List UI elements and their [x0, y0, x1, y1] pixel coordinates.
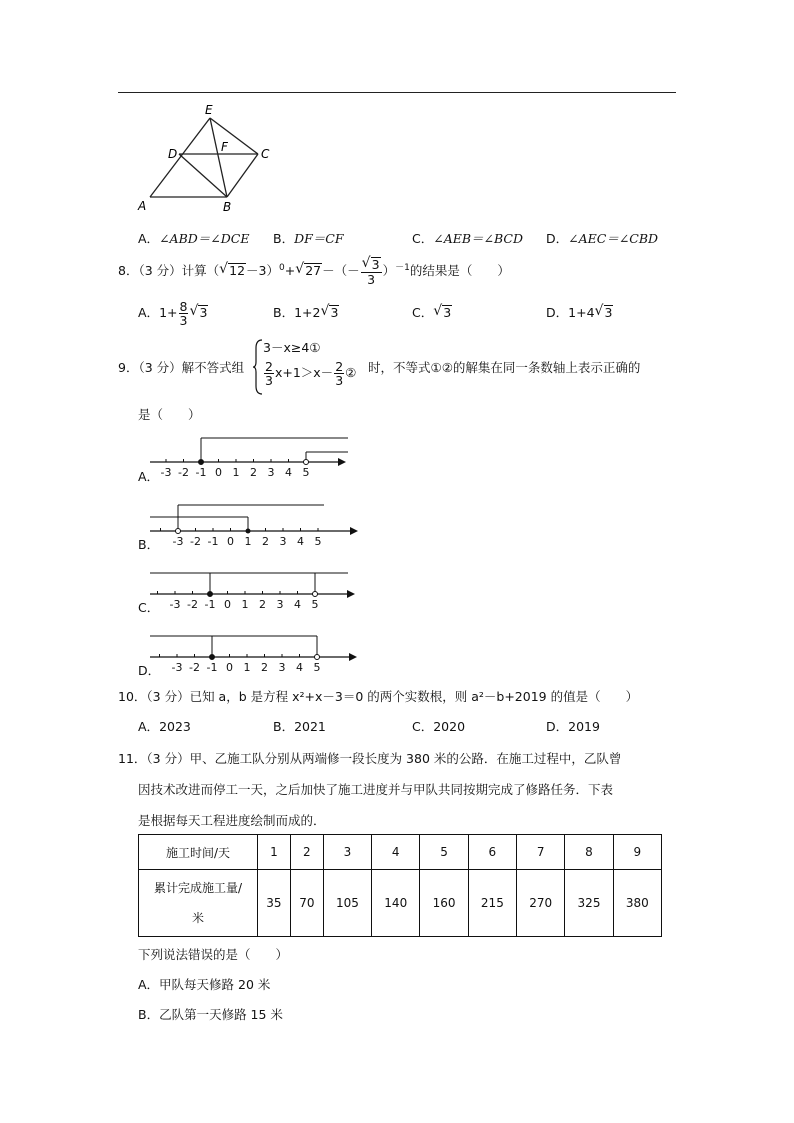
tick-label: 1 [244, 535, 252, 548]
table-header-cell: 施工时间/天 [139, 835, 258, 870]
sqrt [198, 305, 208, 320]
table-cell: 3 [323, 835, 371, 870]
option-letter: A． [138, 719, 160, 734]
tick-label: 0 [227, 535, 234, 548]
progress-table [138, 834, 662, 937]
q9-option-c-letter: C． [138, 600, 160, 615]
q9-option-b-letter: B． [138, 537, 160, 552]
tick-label: 1 [232, 466, 240, 479]
tick-label: -3 [169, 598, 181, 611]
option-text: 1+4 [568, 305, 595, 320]
tick-label: 5 [311, 598, 319, 611]
table-cell: 215 [468, 870, 516, 937]
closed-point [208, 592, 213, 597]
option-letter: C． [412, 305, 434, 320]
option-text: 1+2 [294, 305, 321, 320]
table-cell: 8 [565, 835, 613, 870]
q8-prefix: 8．（3 分）计算（ [118, 263, 220, 279]
q9-line2: 是（ ） [138, 407, 201, 422]
table-cell: 9 [613, 835, 661, 870]
q8-stem [118, 257, 510, 286]
tick-label: 2 [250, 466, 257, 479]
q11-line2: 因技术改进而停工一天，之后加快了施工进度并与甲队共同按期完成了修路任务．下表 [138, 782, 614, 797]
closed-point [199, 460, 204, 465]
q9-prefix: 9．（3 分）解不答式组 [118, 360, 245, 375]
inequality-2 [263, 360, 356, 387]
option-letter: A． [138, 305, 160, 321]
tick-label: -2 [178, 466, 189, 479]
q10-option-a [138, 717, 191, 735]
option-letter: D． [546, 719, 569, 734]
q11-line3: 是根据每天工程进度绘制而成的． [138, 813, 326, 828]
exponent-0: 0 [279, 263, 285, 273]
q11-question: 下列说法错误的是（ ） [138, 947, 289, 962]
denominator: 3 [335, 373, 344, 389]
fraction-sqrt3-over-3 [361, 257, 382, 286]
open-point [313, 592, 318, 597]
axis-arrow [349, 653, 357, 661]
option-text: 2023 [159, 719, 191, 734]
tick-label: -2 [190, 535, 201, 548]
q8-option-c [412, 303, 452, 321]
table-cell: 70 [290, 870, 323, 937]
q11-option-b: B．乙队第一天修路 15 米 [138, 1007, 283, 1022]
denominator: 3 [367, 271, 376, 287]
axis-arrow [350, 527, 358, 535]
numerator: 8 [179, 299, 188, 314]
denominator: 3 [265, 373, 273, 389]
tick-label: 2 [259, 598, 266, 611]
point-label-c: C [261, 147, 270, 161]
point-label-e: E [205, 103, 213, 117]
point-label-d: D [168, 147, 178, 161]
table-cell: 1 [258, 835, 291, 870]
table-row [139, 870, 662, 937]
q10-option-c [412, 717, 465, 735]
header-line: 累计完成施工量/ [153, 881, 243, 895]
option-text: ∠ABD＝∠DCE [159, 231, 250, 246]
option-letter: A． [138, 231, 160, 246]
tick-label: 2 [261, 661, 268, 674]
table-cell: 6 [468, 835, 516, 870]
option-text: 2021 [294, 719, 326, 734]
tick-label: 2 [262, 535, 269, 548]
option-letter: B． [273, 305, 295, 320]
table-cell: 5 [420, 835, 468, 870]
tick-label: 0 [215, 466, 222, 479]
tick-label: 3 [279, 535, 287, 548]
tick-label: 4 [296, 661, 303, 674]
number-lines [150, 430, 360, 680]
tick-label: -3 [172, 535, 184, 548]
radicand: 3 [199, 305, 208, 321]
sqrt-27 [304, 263, 322, 278]
table-cell: 2 [290, 835, 323, 870]
point-label-f: F [221, 140, 228, 154]
radicand: 3 [371, 257, 380, 273]
sqrt [604, 305, 614, 320]
tick-label: -3 [171, 661, 183, 674]
inequality-tag: ② [345, 365, 357, 381]
q11-option-a: A．甲队每天修路 20 米 [138, 977, 271, 992]
option-text: ∠AEB＝∠BCD [433, 231, 524, 246]
radicand: 12 [229, 263, 246, 279]
tick-label: 5 [314, 535, 322, 548]
radicand: 3 [330, 305, 339, 320]
tick-label: -2 [189, 661, 200, 674]
q8-option-a [138, 300, 208, 327]
point-label-a: A [138, 199, 147, 213]
radicand: 27 [305, 263, 322, 279]
table-cell: 380 [613, 870, 661, 937]
tick-label: 4 [297, 535, 304, 548]
header-rule [118, 92, 676, 93]
denominator: 3 [179, 313, 188, 329]
sqrt-12 [228, 263, 246, 278]
q7-option-b [273, 229, 344, 247]
tick-label: 3 [267, 466, 275, 479]
q7-option-d [546, 229, 658, 247]
q10-option-b [273, 717, 326, 735]
table-cell: 140 [372, 870, 420, 937]
option-text: 2019 [568, 719, 600, 734]
table-cell: 35 [258, 870, 291, 937]
tick-label: -1 [195, 466, 207, 479]
tick-label: -1 [204, 598, 216, 611]
q8-minus3: －3） [246, 263, 279, 279]
q8-dash: －（－ [322, 263, 360, 279]
q9-suffix: 时，不等式①②的解集在同一条数轴上表示正确的 [368, 360, 641, 375]
tick-label: 0 [226, 661, 233, 674]
tick-label: 5 [302, 466, 310, 479]
table-cell: 105 [323, 870, 371, 937]
numerator: 2 [335, 359, 344, 374]
plus-sign: + [284, 263, 296, 279]
tick-label: -3 [160, 466, 172, 479]
q11-line1: 11．（3 分）甲、乙施工队分别从两端修一段长度为 380 米的公路．在施工过程中，乙队曾 [118, 751, 622, 766]
table-cell: 160 [420, 870, 468, 937]
option-text: 2020 [433, 719, 466, 734]
tick-label: -1 [207, 535, 219, 548]
axis-arrow [338, 458, 346, 466]
q8-option-b [273, 303, 339, 321]
tick-label: 0 [224, 598, 231, 611]
table-cell: 7 [517, 835, 565, 870]
option-letter: C． [412, 719, 434, 734]
q9-option-d-letter: D． [138, 663, 161, 678]
option-letter: C． [412, 231, 434, 246]
q8-option-d [546, 303, 613, 321]
tick-label: -2 [187, 598, 198, 611]
axis-arrow [347, 590, 355, 598]
geometry-figure [130, 100, 280, 215]
tick-label: 1 [241, 598, 249, 611]
tick-label: 5 [313, 661, 321, 674]
fraction [334, 360, 344, 387]
inequality-text: x+1＞x－ [274, 365, 334, 381]
tick-label: 4 [285, 466, 292, 479]
q8-close: ） [382, 263, 396, 279]
table-cell: 325 [565, 870, 613, 937]
table-cell: 4 [372, 835, 420, 870]
tick-label: 1 [243, 661, 251, 674]
fraction [179, 300, 189, 327]
option-text: ∠AEC＝∠CBD [568, 231, 659, 246]
point-label-b: B [223, 200, 232, 214]
radicand: 3 [443, 305, 452, 320]
radicand: 3 [604, 305, 613, 320]
option-text: DF＝CF [294, 231, 344, 246]
open-point [304, 460, 309, 465]
table-row [139, 835, 662, 870]
option-letter: D． [546, 231, 569, 246]
option-letter: D． [546, 305, 569, 320]
table-header-cell [139, 870, 258, 937]
exponent-neg1: －1 [395, 263, 410, 273]
tick-label: -1 [206, 661, 218, 674]
option-letter: B． [273, 719, 295, 734]
open-point [176, 529, 181, 534]
tick-label: 3 [276, 598, 284, 611]
open-point [315, 655, 320, 660]
option-text: 1+ [159, 305, 178, 321]
q10-option-d [546, 717, 600, 735]
q8-suffix: 的结果是（ ） [409, 263, 510, 279]
closed-point [246, 529, 251, 534]
q7-option-c [412, 229, 523, 247]
table-cell: 270 [517, 870, 565, 937]
sqrt [329, 305, 339, 320]
q7-option-a [138, 229, 249, 247]
q10-stem: 10．（3 分）已知 a，b 是方程 x²+x－3＝0 的两个实数根，则 a²－b+2019 的值是（ ） [118, 689, 639, 704]
numerator: 2 [265, 359, 273, 374]
tick-label: 4 [294, 598, 301, 611]
fraction [264, 360, 274, 387]
q9-option-a-letter: A． [138, 469, 160, 484]
closed-point [210, 655, 215, 660]
sqrt [442, 305, 452, 320]
header-line: 米 [191, 911, 204, 925]
inequality-1: 3－x≥4① [263, 340, 321, 355]
tick-label: 3 [278, 661, 286, 674]
option-letter: B． [273, 231, 295, 246]
